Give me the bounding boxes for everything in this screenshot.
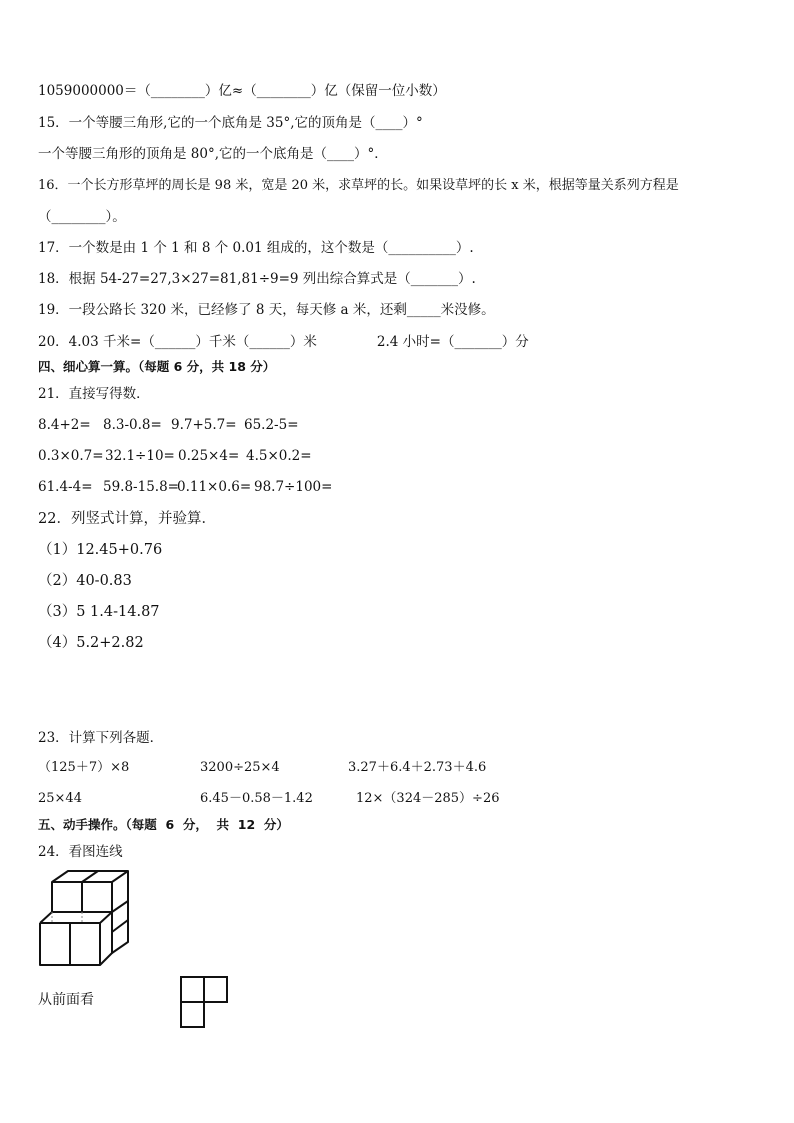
front-view-shape [178,974,230,1030]
q20-line: 20．4.03 千米=（______）千米（______）米 2.4 小时=（_______）分 [38,334,529,350]
q21-item: 98.7÷100= [254,479,333,495]
q18-line: 18．根据 54-27=27,3×27=81,81÷9=9 列出综合算式是（_______）. [38,271,476,287]
q23-item: 3.27＋6.4＋2.73＋4.6 [348,760,487,775]
front-view-label: 从前面看 [38,992,94,1008]
q23-item: 25×44 [38,791,82,806]
q22-item-3: （3）5 1.4-14.87 [38,604,160,620]
q21-item: 0.11×0.6= [177,479,252,495]
section-4-heading: 四、细心算一算。（每题 6 分，共 18 分） [38,359,276,374]
q21-item: 0.25×4= [178,448,240,464]
q24-title: 24．看图连线 [38,844,123,860]
q15-line-1: 15．一个等腰三角形,它的一个底角是 35°,它的顶角是（____）° [38,115,423,131]
q21-item: 4.5×0.2= [246,448,312,464]
q22-item-1: （1）12.45+0.76 [38,542,163,558]
q22-item-4: （4）5.2+2.82 [38,635,144,651]
q21-item: 9.7+5.7= [171,417,237,433]
q22-item-2: （2）40-0.83 [38,573,132,589]
q23-item: 6.45－0.58－1.42 [200,791,313,806]
q21-item: 0.3×0.7= [38,448,104,464]
section-5-heading: 五、动手操作。（每题 6 分， 共 12 分） [38,817,289,832]
q16-line-1: 16．一个长方形草坪的周长是 98 米，宽是 20 米，求草坪的长。如果设草坪的长 x 米，根据等量关系列方程是 [38,178,679,193]
q22-title: 22．列竖式计算，并验算． [38,511,216,527]
q21-item: 65.2-5= [244,417,299,433]
q14-answer-line: 1059000000＝（________）亿≈（________）亿（保留一位小数） [38,83,446,99]
q17-line: 17．一个数是由 1 个 1 和 8 个 0.01 组成的，这个数是（__________）. [38,240,474,256]
q23-item: 12×（324－285）÷26 [356,791,500,806]
q21-item: 59.8-15.8= [103,479,179,495]
q21-item: 32.1÷10= [105,448,175,464]
q23-item: （125＋7）×8 [38,760,130,775]
q21-item: 8.3-0.8= [103,417,162,433]
q23-title: 23．计算下列各题． [38,730,164,746]
q15-line-2: 一个等腰三角形的顶角是 80°,它的一个底角是（____）°． [38,146,388,162]
cube-stack-figure [38,868,138,968]
q23-item: 3200÷25×4 [200,760,280,775]
q21-title: 21．直接写得数． [38,386,150,402]
q19-line: 19．一段公路长 320 米，已经修了 8 天，每天修 a 米，还剩_____米没修。 [38,302,495,318]
q16-line-2: （________）。 [38,209,126,225]
q21-item: 8.4+2= [38,417,91,433]
q21-item: 61.4-4= [38,479,93,495]
